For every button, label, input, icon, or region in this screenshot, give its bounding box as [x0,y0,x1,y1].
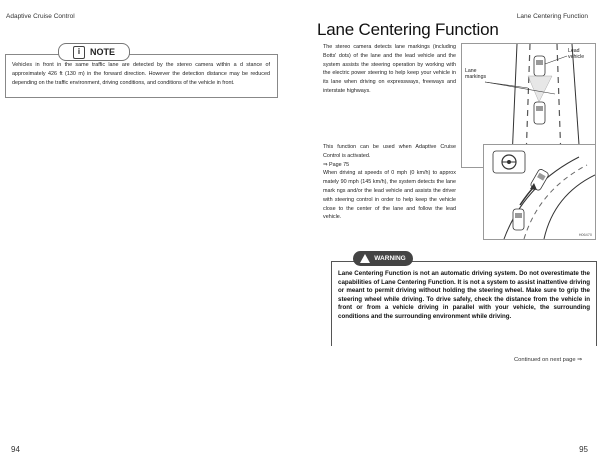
running-header-right: Lane Centering Function [516,13,588,20]
lane-markings-label: Lane markings [465,68,487,80]
page-number-right: 95 [579,445,588,454]
note-text: Vehicles in front in the same traffic lane are detected by the stereo camera within a d stance of approximately 426 ft (130 m) in the forward direction. However the detection distance may be reduced depending on the traffic environment, driving conditions, and conditions of the vehicle in front. [12,62,270,86]
activation-paragraph [323,143,456,222]
activation-text: This function can be used when Adaptive Cruise Control is activated. [323,144,456,159]
steering-assist-figure [483,144,596,240]
note-icon: i [73,46,85,59]
page-number-left: 94 [11,445,20,454]
speed-range-text: When driving at speeds of 0 mph (0 km/h) to approx mately 90 mph (145 km/h), the system detects the lane mark ngs and/or the lead vehicle and assists the driver with steering control in order to help keep the vehicle close to the center of the lane and follow the lead vehicle. [323,170,456,221]
continued-indicator: Continued on next page ⇒ [514,357,583,363]
warning-text: Lane Centering Function is not an automatic driving system. Do not overestimate the capabilities of Lane Centering Function. It is not a system to assist inattentive driving or meant to permit driving without holding the steering wheel. Make sure to grip the steering wheel while driving. To drive safely, check the distance from the vehicle in front or from a vehicle driving in parallel with your vehicle, the surrounding conditions and the surrounding environment while driving. [338,270,590,320]
lead-vehicle-label: Lead vehicle [568,48,585,60]
running-header-left: Adaptive Cruise Control [6,13,75,20]
figure-code: H06470 [578,233,592,237]
page-title: Lane Centering Function [317,20,499,39]
warning-tab [353,251,413,266]
warning-triangle-icon [360,254,370,263]
steering-assist-illustration [484,145,595,239]
note-label: NOTE [89,47,115,57]
page-reference-link[interactable]: ⇒ Page 75 [323,161,350,168]
note-tab [58,43,130,61]
intro-paragraph: The stereo camera detects lane markings (including Botts' dots) of the lane and the lead vehicle and the system assists the steering operation by working with the electric power steering to help keep your vehicle in its lane when driving on expressways, freeways and interstate highways. [323,44,456,94]
warning-label: WARNING [374,255,406,262]
